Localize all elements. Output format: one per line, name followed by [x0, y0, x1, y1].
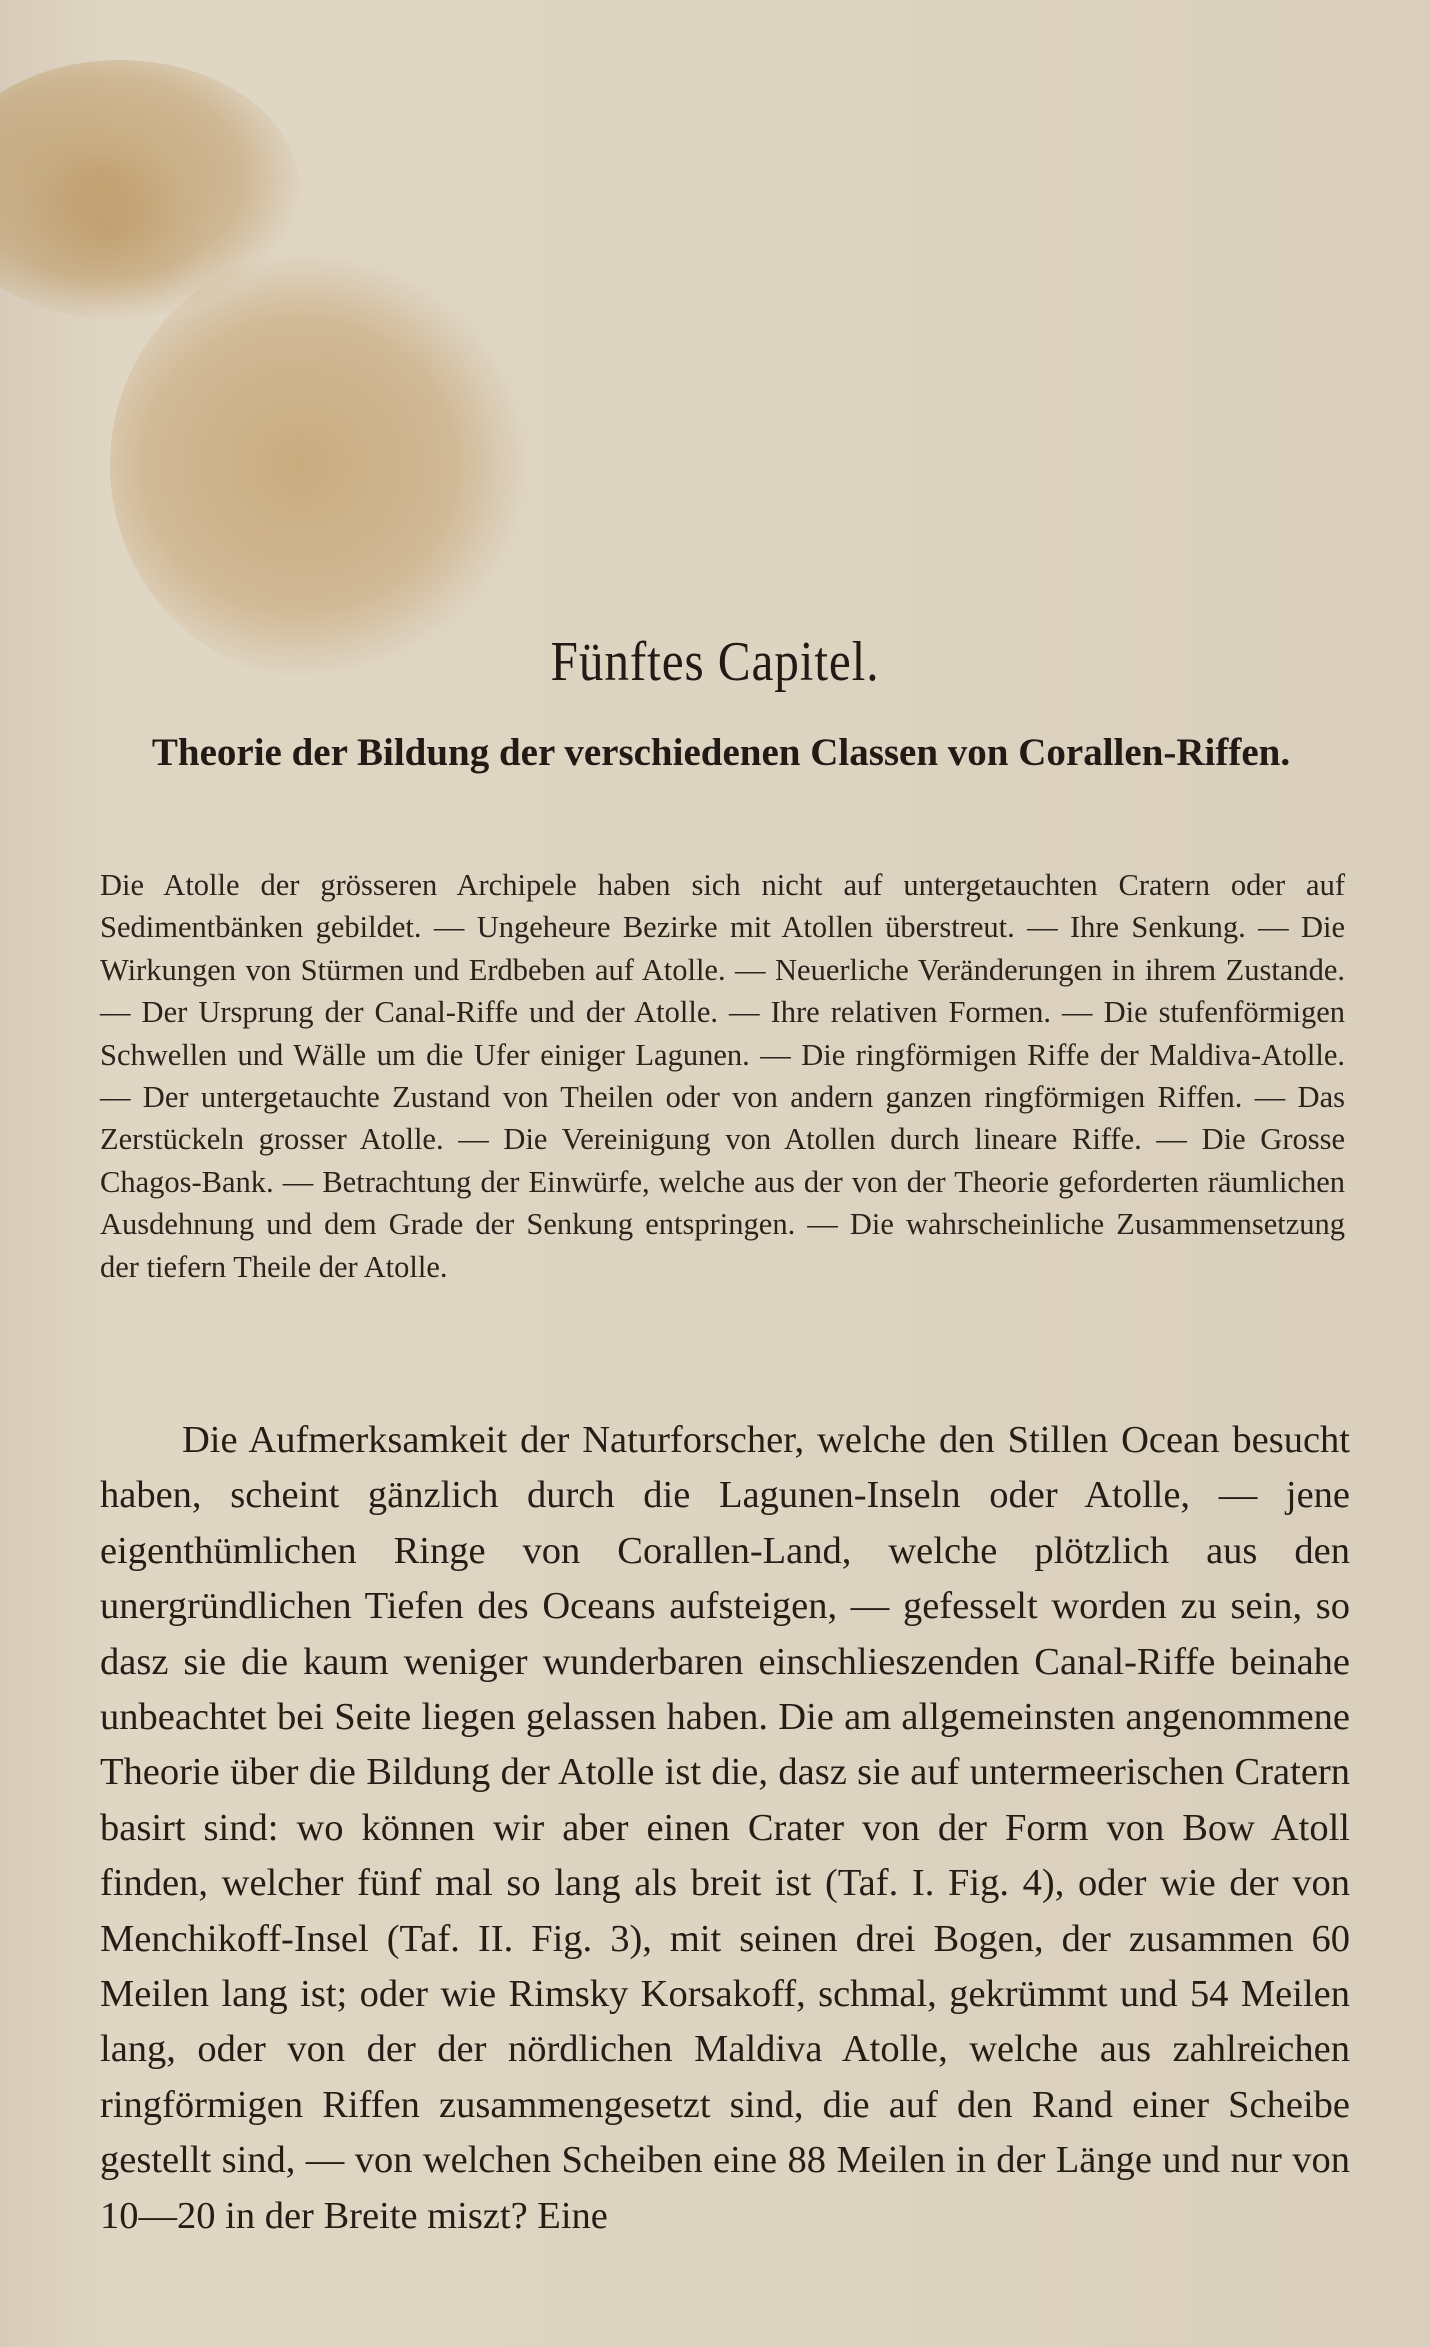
water-stain [10, 150, 210, 310]
body-paragraph: Die Aufmerksamkeit der Naturforscher, welche den Stillen Ocean besucht haben, scheint gänzlich durch die Lagunen-Inseln oder Atolle, — jene eigenthümlichen Ringe von Corallen-Land, welche plötzlich aus den unergründlichen Tiefen des Oceans aufsteigen, — gefesselt worden zu sein, so dasz sie die kaum weniger wunderbaren einschlieszenden Canal-Riffe beinahe unbeachtet bei Seite liegen gelassen haben. Die am allgemeinsten angenommene Theorie über die Bildung der Atolle ist die, dasz sie auf untermeerischen Cratern basirt sind: wo können wir aber einen Crater von der Form von Bow Atoll finden, welcher fünf mal so lang als breit ist (Taf. I. Fig. 4), oder wie der von Menchikoff-Insel (Taf. II. Fig. 3), mit seinen drei Bogen, der zusammen 60 Meilen lang ist; oder wie Rimsky Korsakoff, schmal, gekrümmt und 54 Meilen lang, oder von der der nördlichen Maldiva Atolle, welche aus zahlreichen ringförmigen Riffen zusammengesetzt sind, die auf den Rand einer Scheibe gestellt sind, — von welchen Scheiben eine 88 Meilen in der Länge und nur von 10—20 in der Breite miszt? Eine [100, 1419, 1350, 2237]
chapter-summary: Die Atolle der grösseren Archipele haben sich nicht auf untergetauchten Cratern oder auf Sedimentbänken gebildet. — Ungeheure Bezirke mit Atollen überstreut. — Ihre Senkung. — Die Wirkungen von Stürmen und Erdbeben auf Atolle. — Neuerliche Veränderungen in ihrem Zustande. — Der Ursprung der Canal-Riffe und der Atolle. — Ihre relativen Formen. — Die stufenförmigen Schwellen und Wälle um die Ufer einiger Lagunen. — Die ringförmigen Riffe der Maldiva-Atolle. — Der untergetauchte Zustand von Theilen oder von andern ganzen ringförmigen Riffen. — Das Zerstückeln grosser Atolle. — Die Vereinigung von Atollen durch lineare Riffe. — Die Grosse Chagos-Bank. — Betrachtung der Einwürfe, welche aus der von der Theorie geforderten räumlichen Ausdehnung und dem Grade der Senkung entspringen. — Die wahrscheinliche Zusammensetzung der tiefern Theile der Atolle. [100, 868, 1345, 1284]
chapter-subtitle: Theorie der Bildung der verschiedenen Classen von Corallen-Riffen. [151, 731, 1291, 774]
water-stain [110, 250, 530, 680]
water-stain [0, 60, 300, 320]
chapter-title: Fünftes Capitel. [550, 631, 880, 693]
